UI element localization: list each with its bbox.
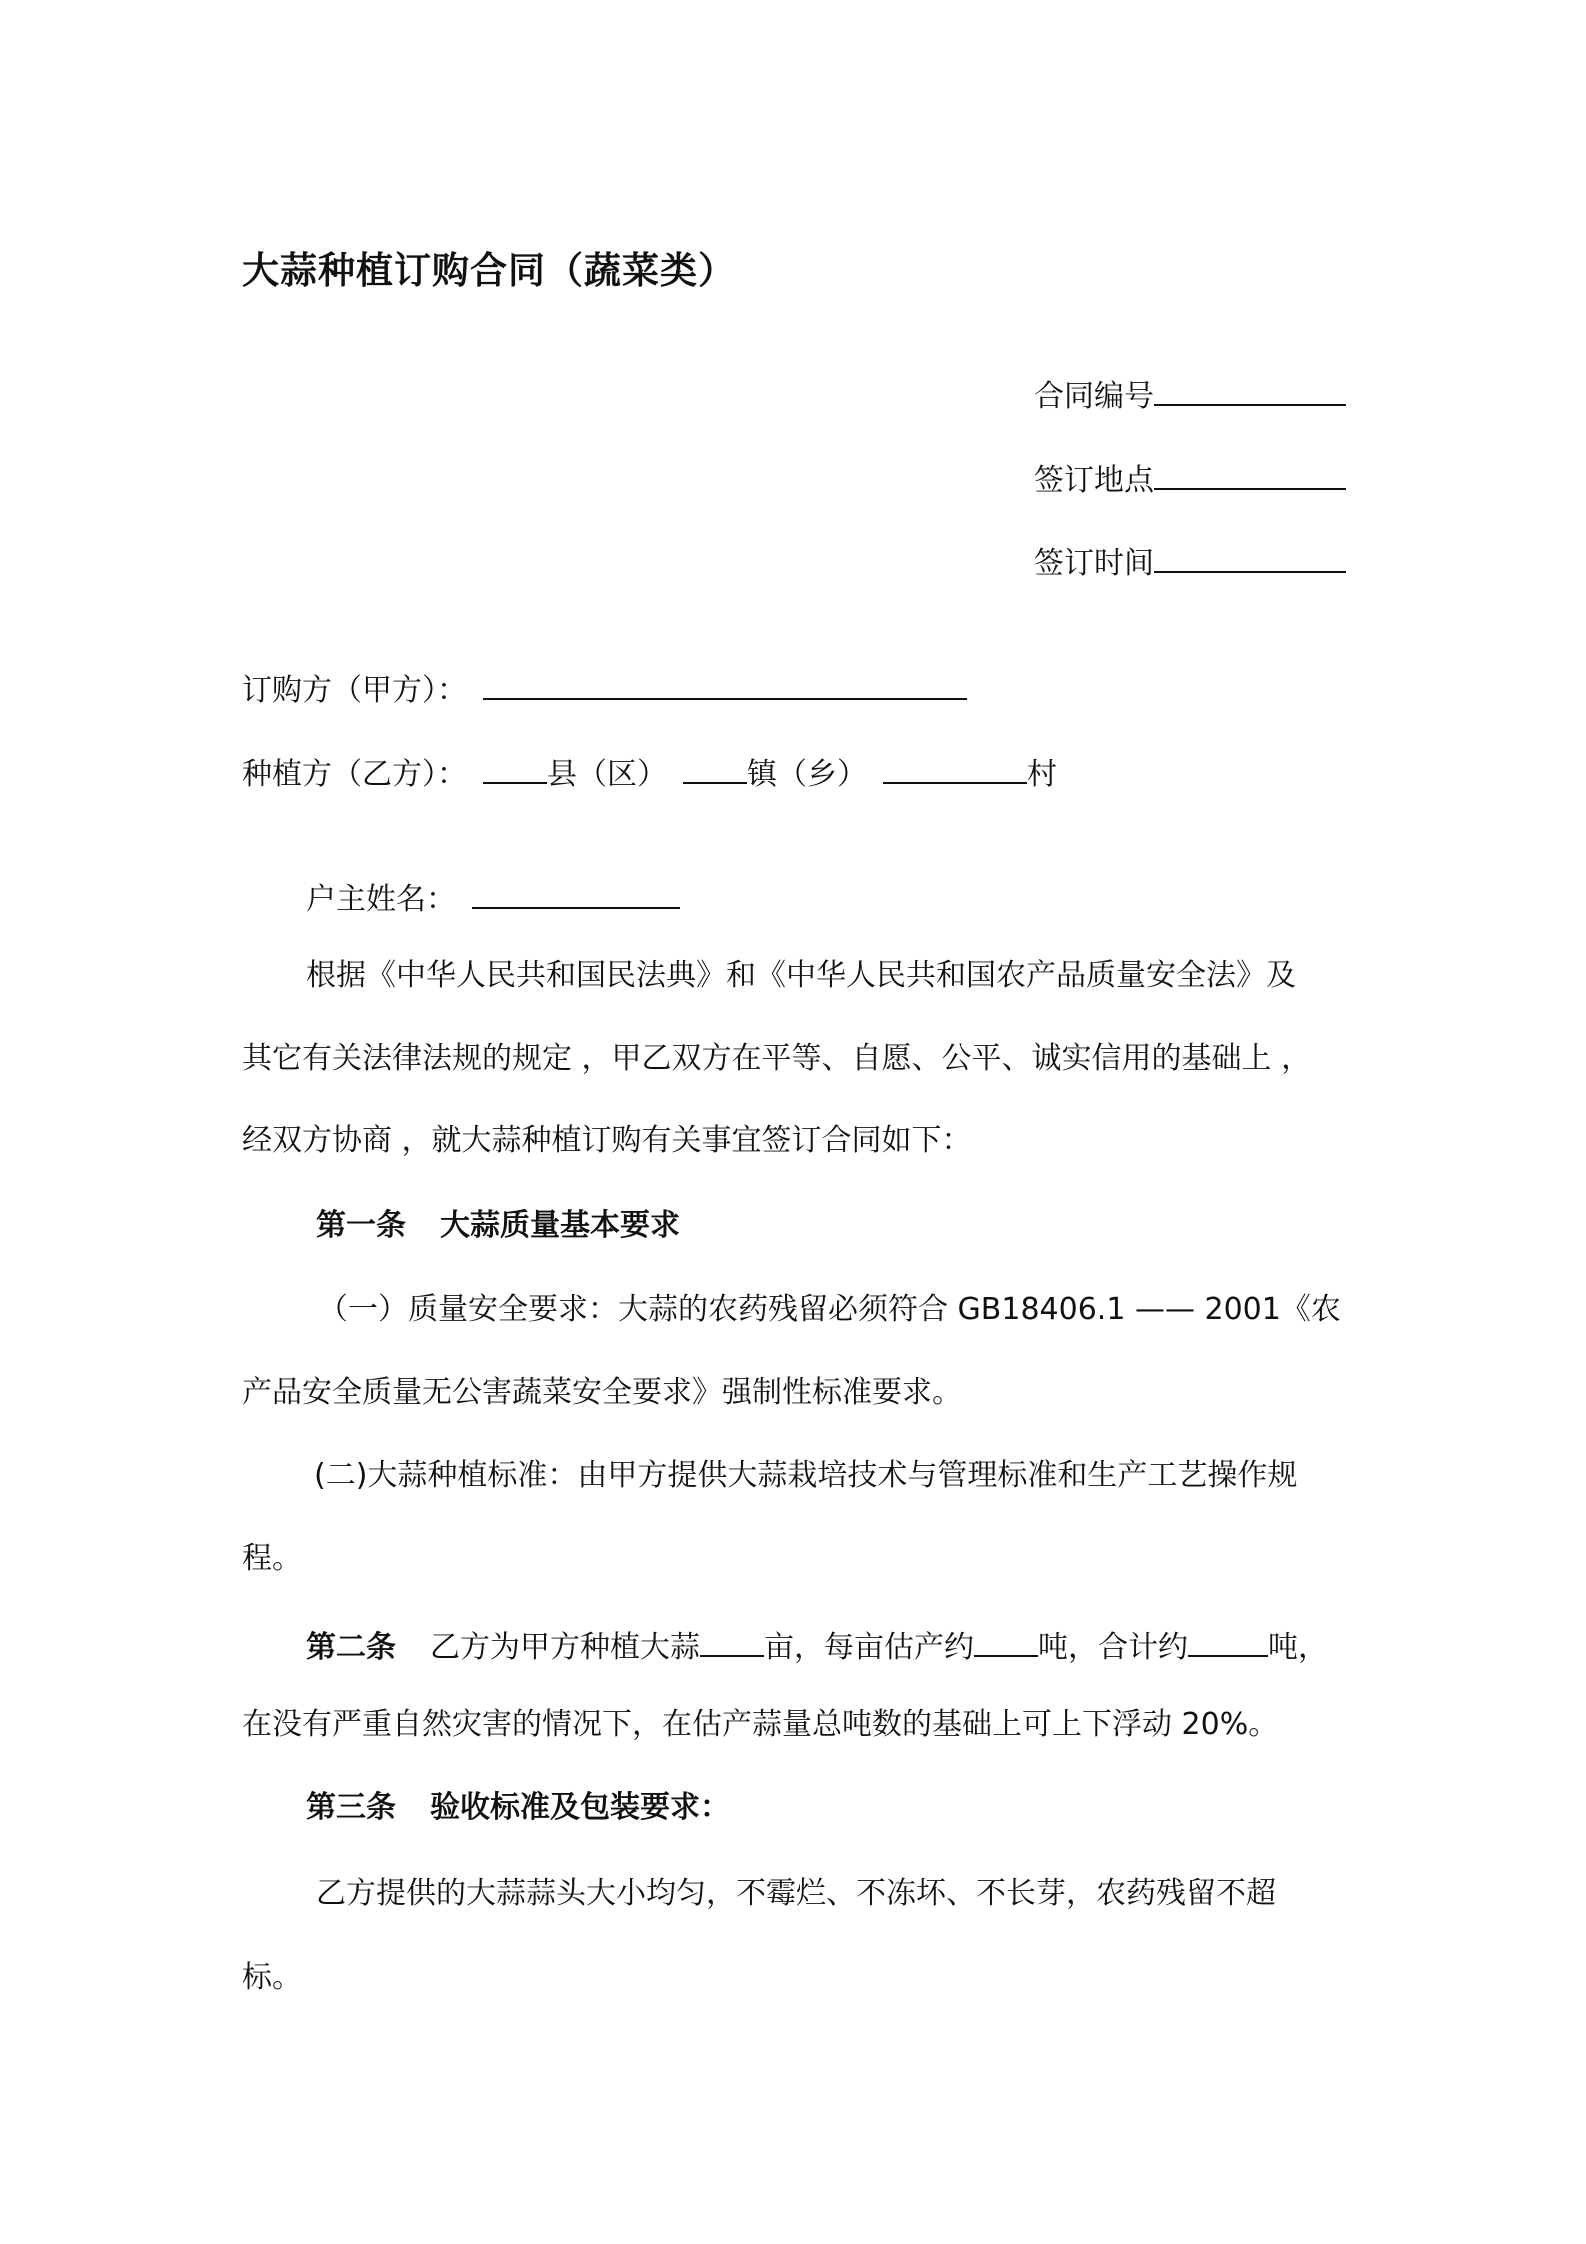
sign-place-label: 签订地点 <box>1034 463 1154 498</box>
contract-no-label: 合同编号 <box>1034 379 1154 414</box>
sign-time-blank[interactable] <box>1154 537 1346 573</box>
village-blank[interactable] <box>883 748 1027 784</box>
article-2-part-2: 亩，每亩估产约 <box>764 1630 974 1665</box>
article-2-part-1: 乙方为甲方种植大蒜 <box>430 1630 700 1665</box>
village-label: 村 <box>1027 757 1057 792</box>
article-1-item-1-line-1: （一）质量安全要求：大蒜的农药残留必须符合 GB18406.1 —— 2001《农 <box>318 1292 1341 1327</box>
town-blank[interactable] <box>683 748 747 784</box>
grower-label: 种植方（乙方）： <box>242 757 467 792</box>
article-3-line-1: 乙方提供的大蒜蒜头大小均匀，不霉烂、不冻坏、不长芽，农药残留不超 <box>316 1876 1276 1911</box>
town-label: 镇（乡） <box>747 757 867 792</box>
article-2-line-2: 在没有严重自然灾害的情况下，在估产蒜量总吨数的基础上可上下浮动 20%。 <box>242 1707 1279 1742</box>
sign-place-field <box>1034 454 1346 502</box>
buyer-line <box>242 664 967 712</box>
sign-time-field <box>1034 537 1346 585</box>
acreage-blank[interactable] <box>700 1621 764 1657</box>
article-3-title: 验收标准及包装要求： <box>430 1790 730 1825</box>
article-2-number: 第二条 <box>306 1630 396 1665</box>
article-1-title: 大蒜质量基本要求 <box>440 1208 680 1243</box>
owner-label: 户主姓名： <box>306 882 456 917</box>
article-1-number: 第一条 <box>316 1208 406 1243</box>
article-1-item-1-line-2: 产品安全质量无公害蔬菜安全要求》强制性标准要求。 <box>242 1375 962 1410</box>
contract-no-field <box>1034 370 1346 418</box>
total-yield-blank[interactable] <box>1188 1621 1268 1657</box>
article-2-part-4: 吨， <box>1268 1630 1328 1665</box>
document-title: 大蒜种植订购合同（蔬菜类） <box>242 249 736 292</box>
buyer-label: 订购方（甲方）： <box>242 673 467 708</box>
preamble-line-1: 根据《中华人民共和国民法典》和《中华人民共和国农产品质量安全法》及 <box>306 958 1296 993</box>
yield-per-mu-blank[interactable] <box>974 1621 1038 1657</box>
article-3-line-2: 标。 <box>242 1960 302 1995</box>
sign-place-blank[interactable] <box>1154 454 1346 490</box>
contract-no-blank[interactable] <box>1154 370 1346 406</box>
grower-line <box>242 748 1057 796</box>
preamble-line-2: 其它有关法律法规的规定 ，甲乙双方在平等、自愿、公平、诚实信用的基础上 ， <box>242 1041 1312 1076</box>
article-2-part-3: 吨，合计约 <box>1038 1630 1188 1665</box>
article-1-item-2-line-2: 程。 <box>242 1541 302 1576</box>
preamble-line-3: 经双方协商 ，就大蒜种植订购有关事宜签订合同如下： <box>242 1123 972 1158</box>
article-3-number: 第三条 <box>306 1790 396 1825</box>
county-blank[interactable] <box>483 748 547 784</box>
article-1-item-2-line-1: (二)大蒜种植标准：由甲方提供大蒜栽培技术与管理标准和生产工艺操作规 <box>314 1458 1298 1493</box>
owner-line <box>306 873 680 921</box>
owner-blank[interactable] <box>472 873 680 909</box>
article-3-heading <box>306 1787 730 1829</box>
sign-time-label: 签订时间 <box>1034 546 1154 581</box>
county-label: 县（区） <box>547 757 667 792</box>
buyer-blank[interactable] <box>483 664 967 700</box>
article-2-line-1 <box>306 1621 1328 1669</box>
article-1-heading <box>316 1205 680 1247</box>
